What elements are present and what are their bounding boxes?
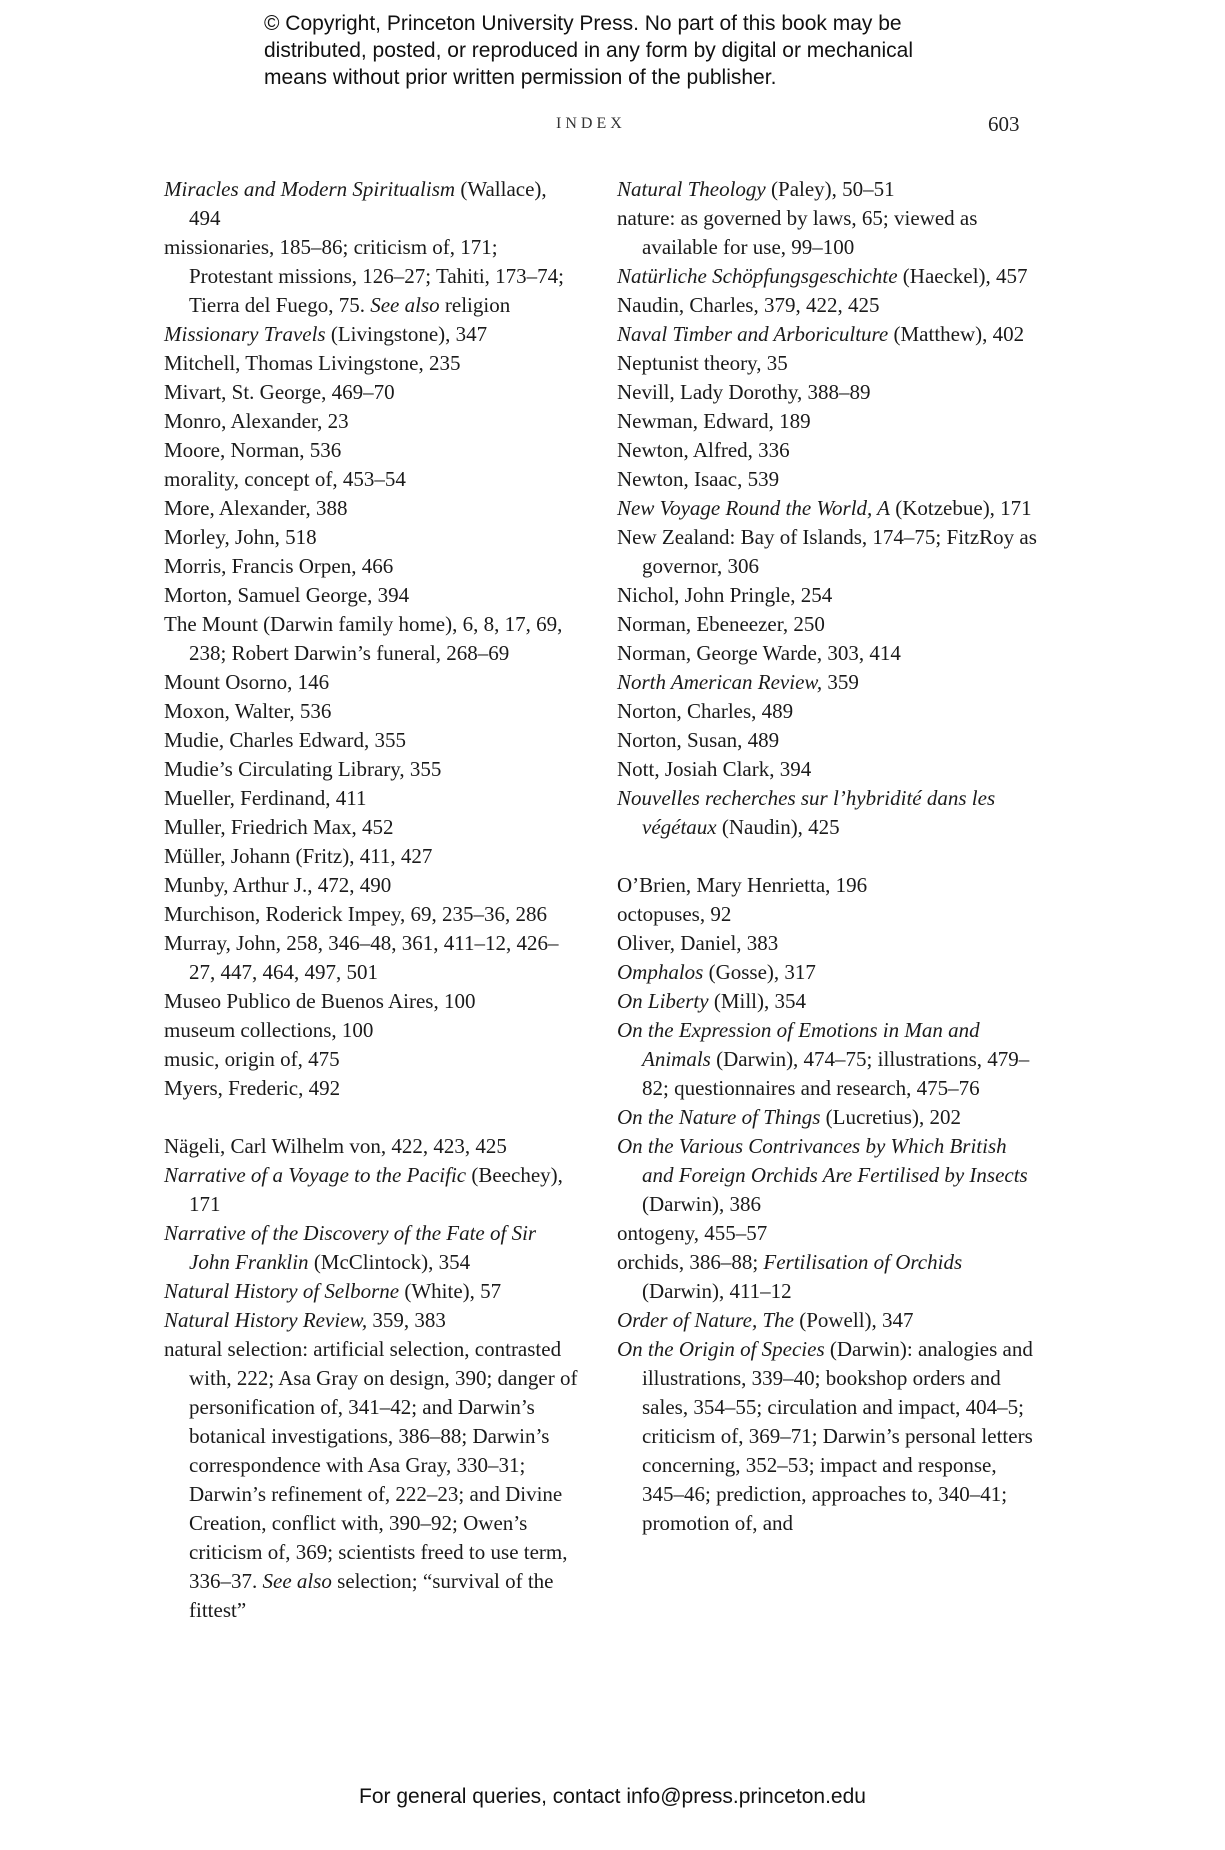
index-entry-text: (White), 57	[399, 1279, 502, 1303]
index-entry	[617, 1132, 1037, 1219]
index-entry	[164, 1132, 582, 1161]
index-entry-italic-text: Narrative of the Discovery of the Fate of Sir John Franklin	[164, 1221, 537, 1274]
index-entry-italic-text: See also	[262, 1569, 332, 1593]
index-entry	[617, 1306, 1037, 1335]
index-entry-text: O’Brien, Mary Henrietta, 196	[617, 873, 868, 897]
index-entry-text: Moore, Norman, 536	[164, 438, 342, 462]
index-entry-italic-text: Natural History Review,	[164, 1308, 368, 1332]
index-entry-italic-text: New Voyage Round the World, A	[617, 496, 890, 520]
index-entry-italic-text: Natural History of Selborne	[164, 1279, 400, 1303]
index-entry	[164, 813, 582, 842]
index-entry	[164, 175, 582, 233]
index-entry	[164, 929, 582, 987]
index-entry	[617, 465, 1037, 494]
index-entry-text: (Naudin), 425	[716, 815, 840, 839]
index-entry-text: (McClintock), 354	[308, 1250, 471, 1274]
index-entry-text: (Powell), 347	[793, 1308, 914, 1332]
index-entry	[164, 871, 582, 900]
index-entry-text: Mudie, Charles Edward, 355	[164, 728, 407, 752]
index-entry-italic-text: On the Various Contrivances by Which British and Foreign Orchids Are Fertilised by Insects	[617, 1134, 1028, 1187]
index-entry-text: (Kotzebue), 171	[889, 496, 1032, 520]
index-entry-text: (Livingstone), 347	[325, 322, 488, 346]
index-entry-text: Norman, Ebeneezer, 250	[617, 612, 825, 636]
index-entry	[617, 958, 1037, 987]
running-title: INDEX	[556, 115, 626, 132]
index-entry-text: 359, 383	[367, 1308, 446, 1332]
index-entry-text: Myers, Frederic, 492	[164, 1076, 341, 1100]
index-entry	[164, 1074, 582, 1103]
index-entry-text: missionaries, 185–86; criticism of, 171; Protestant missions, 126–27; Tahiti, 173–74; Tierra del Fuego, 75.	[164, 235, 564, 317]
index-entry-text: Nichol, John Pringle, 254	[617, 583, 833, 607]
index-entry-text: Newton, Isaac, 539	[617, 467, 780, 491]
index-entry	[164, 552, 582, 581]
index-entry-italic-text: See also	[370, 293, 440, 317]
index-entry	[617, 1103, 1037, 1132]
index-entry-text: Nägeli, Carl Wilhelm von, 422, 423, 425	[164, 1134, 507, 1158]
index-entry-text: (Gosse), 317	[703, 960, 816, 984]
index-entry-text: Murchison, Roderick Impey, 69, 235–36, 286	[164, 902, 548, 926]
index-entry-text: Nott, Josiah Clark, 394	[617, 757, 812, 781]
index-entry	[164, 436, 582, 465]
index-entry-italic-text: On the Nature of Things	[617, 1105, 821, 1129]
index-entry-text: Mount Osorno, 146	[164, 670, 330, 694]
index-entry	[164, 726, 582, 755]
section-gap	[617, 842, 1037, 871]
running-head	[0, 112, 1225, 142]
index-entry-text: Munby, Arthur J., 472, 490	[164, 873, 392, 897]
index-entry-text: selection; “survival of the fittest”	[189, 1569, 554, 1622]
index-entry-text: 359	[822, 670, 859, 694]
index-entry-italic-text: Omphalos	[617, 960, 704, 984]
index-entry-italic-text: On the Expression of Emotions in Man and Animals	[617, 1018, 980, 1071]
index-entry-italic-text: North American Review,	[617, 670, 823, 694]
index-entry	[617, 494, 1037, 523]
index-entry-text: New Zealand: Bay of Islands, 174–75; FitzRoy as governor, 306	[617, 525, 1037, 578]
index-entry	[617, 610, 1037, 639]
index-entry-text: (Wallace), 494	[189, 177, 547, 230]
index-entry-italic-text: Missionary Travels	[164, 322, 326, 346]
index-entry-text: morality, concept of, 453–54	[164, 467, 406, 491]
index-entry	[617, 1016, 1037, 1103]
index-entry-text: Nevill, Lady Dorothy, 388–89	[617, 380, 871, 404]
index-entry	[164, 784, 582, 813]
index-entry-text: Morton, Samuel George, 394	[164, 583, 410, 607]
index-entry	[164, 233, 582, 320]
index-entry-text: Neptunist theory, 35	[617, 351, 788, 375]
index-entry	[164, 494, 582, 523]
index-entry	[617, 871, 1037, 900]
index-entry	[164, 407, 582, 436]
index-entry-text: ontogeny, 455–57	[617, 1221, 768, 1245]
index-entry	[164, 349, 582, 378]
index-entry	[164, 581, 582, 610]
index-entry	[617, 262, 1037, 291]
index-entry-text: (Beechey), 171	[189, 1163, 563, 1216]
footer-contact: For general queries, contact info@press.princeton.edu	[359, 1785, 866, 1808]
index-entry-italic-text: Natural Theology	[617, 177, 766, 201]
index-entry	[164, 842, 582, 871]
index-entry-text: Norton, Susan, 489	[617, 728, 780, 752]
index-entry	[164, 320, 582, 349]
copyright-line: distributed, posted, or reproduced in any form by digital or mechanical	[264, 39, 914, 62]
index-entry	[617, 378, 1037, 407]
index-entry-italic-text: Order of Nature, The	[617, 1308, 794, 1332]
index-entry	[164, 1045, 582, 1074]
index-entry	[164, 610, 582, 668]
index-entry-text: (Darwin), 386	[642, 1192, 761, 1216]
copyright-notice	[264, 10, 1024, 91]
index-entry-text: Naudin, Charles, 379, 422, 425	[617, 293, 880, 317]
index-entry-text: The Mount (Darwin family home), 6, 8, 17, 69, 238; Robert Darwin’s funeral, 268–69	[164, 612, 563, 665]
index-entry-text: Oliver, Daniel, 383	[617, 931, 779, 955]
index-entry-text: Museo Publico de Buenos Aires, 100	[164, 989, 476, 1013]
index-entry-text: Morley, John, 518	[164, 525, 317, 549]
index-entry	[617, 755, 1037, 784]
index-entry	[617, 1335, 1037, 1538]
index-entry	[164, 1277, 582, 1306]
index-entry-text: (Darwin), 474–75; illustrations, 479–82; questionnaires and research, 475–76	[642, 1047, 1030, 1100]
copyright-line: means without prior written permission of the publisher.	[264, 66, 777, 89]
index-entry-text: octopuses, 92	[617, 902, 732, 926]
index-entry-text: (Lucretius), 202	[820, 1105, 961, 1129]
index-entry-text: (Mill), 354	[708, 989, 806, 1013]
index-entry-text: religion	[439, 293, 511, 317]
index-entry	[164, 1306, 582, 1335]
index-entry-text: Newton, Alfred, 336	[617, 438, 790, 462]
index-entry-text: Moxon, Walter, 536	[164, 699, 332, 723]
index-entry	[617, 784, 1037, 842]
index-entry	[617, 436, 1037, 465]
index-entry	[164, 987, 582, 1016]
index-entry-text: Muller, Friedrich Max, 452	[164, 815, 394, 839]
index-entry-text: (Paley), 50–51	[765, 177, 895, 201]
index-entry	[617, 668, 1037, 697]
index-entry	[164, 465, 582, 494]
index-entry-text: Mueller, Ferdinand, 411	[164, 786, 367, 810]
index-entry	[617, 349, 1037, 378]
index-entry-text: (Matthew), 402	[888, 322, 1025, 346]
index-entry	[617, 291, 1037, 320]
index-entry-text: (Darwin), 411–12	[642, 1279, 792, 1303]
index-entry-text: Murray, John, 258, 346–48, 361, 411–12, 426–27, 447, 464, 497, 501	[164, 931, 559, 984]
index-entry-text: nature: as governed by laws, 65; viewed as available for use, 99–100	[617, 206, 978, 259]
index-column-right	[617, 175, 1037, 1538]
index-entry	[164, 755, 582, 784]
index-entry-text: Newman, Edward, 189	[617, 409, 811, 433]
index-entry	[617, 987, 1037, 1016]
index-entry-text: Müller, Johann (Fritz), 411, 427	[164, 844, 433, 868]
index-entry-text: natural selection: artificial selection, contrasted with, 222; Asa Gray on design, 390; danger of personification of, 341–42; and Darwin’s botanical investigations, 386–88; Darwin’s correspondence with Asa Gray, 330–31; Darwin’s refinement of, 222–23; and Divine Creation, conflict with, 390–92; Owen’s criticism of, 369; scientists freed to use term, 336–37.	[164, 1337, 578, 1593]
index-entry-text: museum collections, 100	[164, 1018, 374, 1042]
index-entry-text: Morris, Francis Orpen, 466	[164, 554, 394, 578]
index-entry	[617, 523, 1037, 581]
index-entry	[164, 697, 582, 726]
index-entry	[617, 1219, 1037, 1248]
index-entry	[617, 1248, 1037, 1306]
page-number: 603	[988, 112, 1020, 136]
index-entry-text: Mivart, St. George, 469–70	[164, 380, 395, 404]
index-entry-italic-text: Naval Timber and Arboriculture	[617, 322, 889, 346]
index-entry-text: orchids, 386–88;	[617, 1250, 764, 1274]
index-entry	[617, 204, 1037, 262]
index-entry	[164, 1016, 582, 1045]
index-entry	[617, 726, 1037, 755]
index-entry	[617, 639, 1037, 668]
index-entry-italic-text: Fertilisation of Orchids	[763, 1250, 963, 1274]
index-entry-italic-text: Natürliche Schöpfungsgeschichte	[617, 264, 898, 288]
index-entry	[164, 1219, 582, 1277]
index-entry-text: Mitchell, Thomas Livingstone, 235	[164, 351, 461, 375]
copyright-line: © Copyright, Princeton University Press. No part of this book may be	[264, 12, 902, 35]
index-entry	[617, 900, 1037, 929]
index-entry-text: Mudie’s Circulating Library, 355	[164, 757, 442, 781]
index-entry-text: music, origin of, 475	[164, 1047, 340, 1071]
index-entry	[617, 175, 1037, 204]
section-gap	[164, 1103, 582, 1132]
index-entry-text: More, Alexander, 388	[164, 496, 348, 520]
index-entry	[164, 523, 582, 552]
index-entry	[164, 1335, 582, 1625]
index-entry-italic-text: Narrative of a Voyage to the Pacific	[164, 1163, 467, 1187]
index-entry-text: (Darwin): analogies and illustrations, 339–40; bookshop orders and sales, 354–55; circulation and impact, 404–5; criticism of, 369–71; Darwin’s personal letters concerning, 352–53; impact and response, 345–46; prediction, approaches to, 340–41; promotion of, and	[642, 1337, 1033, 1535]
index-entry	[617, 929, 1037, 958]
index-entry	[617, 320, 1037, 349]
index-entry	[164, 668, 582, 697]
index-entry-italic-text: Nouvelles recherches sur l’hybridité dans les végétaux	[617, 786, 996, 839]
index-entry	[617, 407, 1037, 436]
index-entry	[164, 378, 582, 407]
index-entry-italic-text: On Liberty	[617, 989, 709, 1013]
index-column-left	[164, 175, 582, 1625]
index-entry-italic-text: On the Origin of Species	[617, 1337, 825, 1361]
index-entry-text: (Haeckel), 457	[897, 264, 1028, 288]
index-entry-italic-text: Miracles and Modern Spiritualism	[164, 177, 456, 201]
index-entry	[617, 697, 1037, 726]
index-entry-text: Norman, George Warde, 303, 414	[617, 641, 901, 665]
index-entry-text: Norton, Charles, 489	[617, 699, 794, 723]
index-entry-text: Monro, Alexander, 23	[164, 409, 349, 433]
index-entry	[617, 581, 1037, 610]
index-entry	[164, 900, 582, 929]
index-entry	[164, 1161, 582, 1219]
